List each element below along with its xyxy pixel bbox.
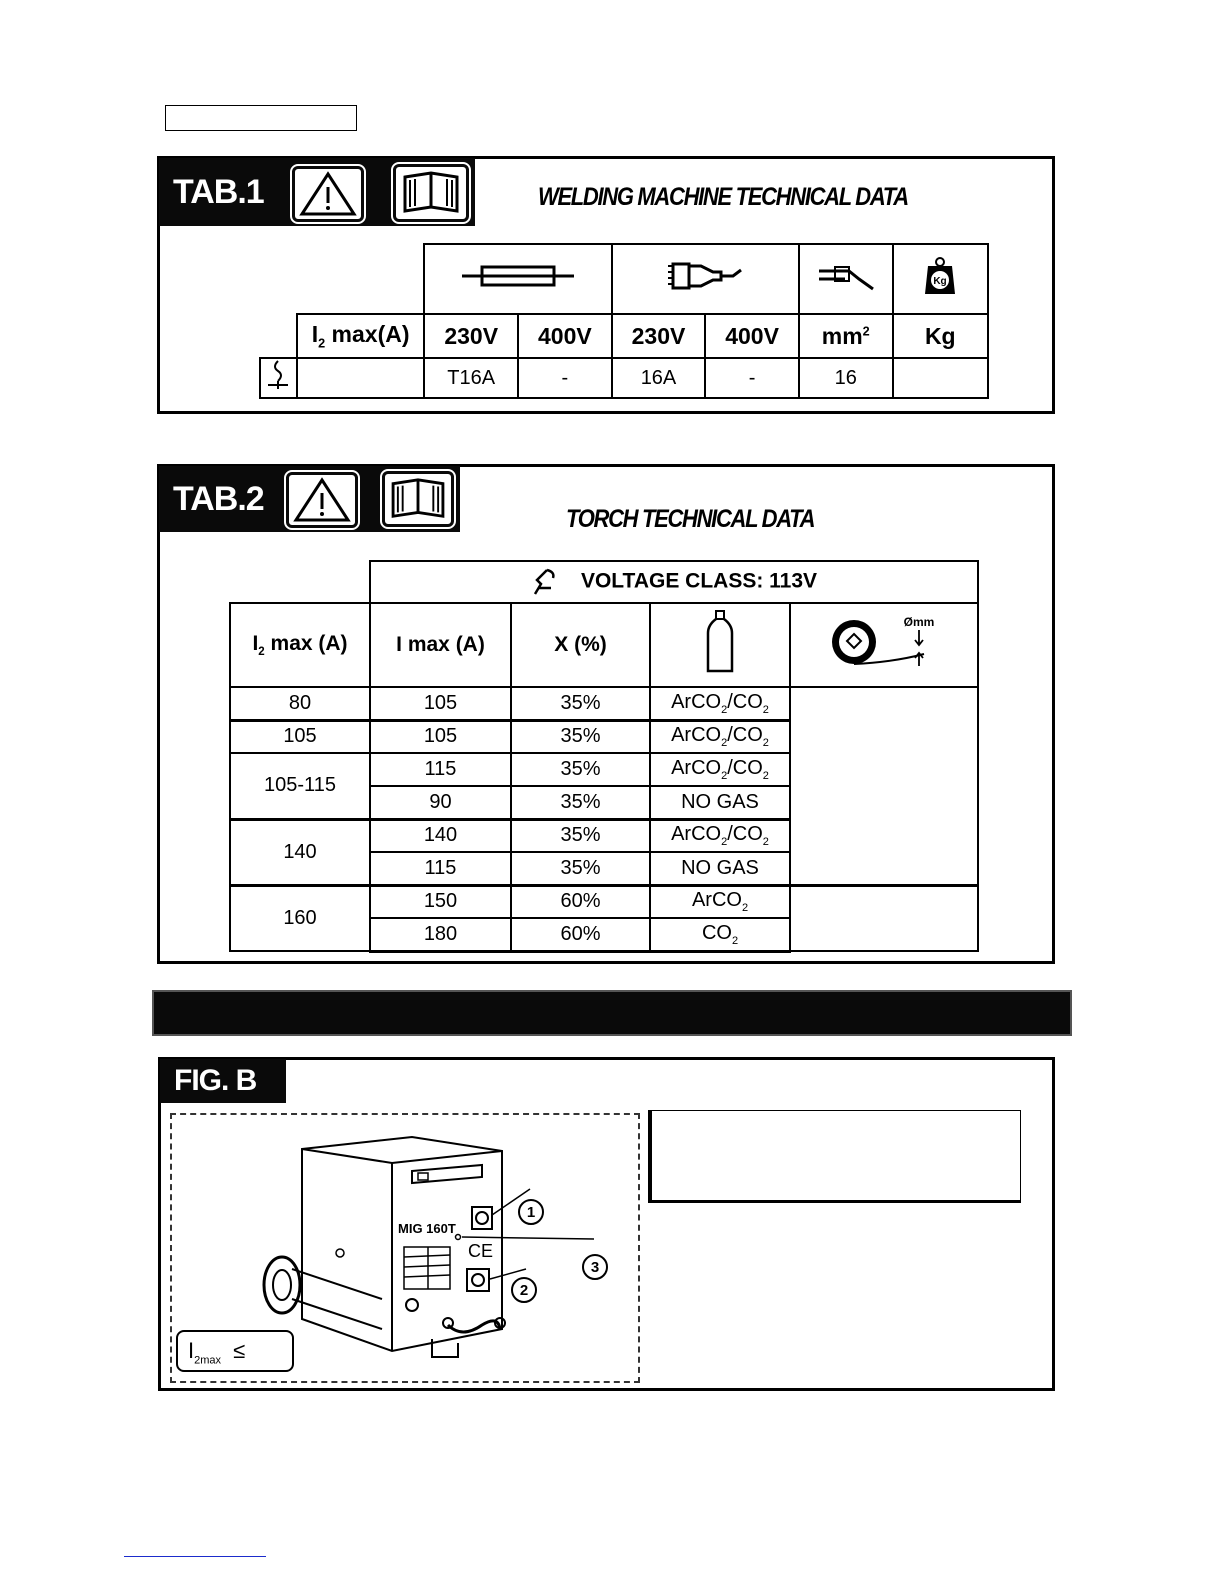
tab2-row1-imax: 105: [370, 687, 511, 720]
tab1-col-current: $I_2$ max(A): [297, 314, 425, 358]
tab2-row6-x: 35%: [511, 852, 650, 885]
tab2-row8-gas: $CO_2$: [650, 918, 790, 951]
voltage-class-cell: VOLTAGE CLASS: 113V: [370, 561, 978, 603]
tab2-row4-x: 35%: [511, 786, 650, 819]
tab2-row6-gas: NO GAS: [650, 852, 790, 885]
tab2-row5-imax: 140: [370, 819, 511, 852]
tab2-row1-x: 35%: [511, 687, 650, 720]
tab2-row7-x: 60%: [511, 885, 650, 918]
tab1-val-weight: [893, 358, 988, 398]
figb-dashed-area: [170, 1113, 640, 1383]
figb-header: [160, 1059, 286, 1103]
weight-icon-cell: [893, 244, 988, 314]
svg-text:Kg: Kg: [933, 276, 947, 287]
tab2-wire-cell-b: [790, 885, 978, 951]
wire-spool-icon: [824, 614, 944, 670]
tab1-table: [259, 243, 989, 399]
svg-text:MIG 160T: MIG 160T: [398, 1221, 456, 1236]
figb-frame: [158, 1057, 1055, 1391]
figb-label: FIG. B: [174, 1064, 257, 1097]
tab1-col-plug-400: 400V: [705, 314, 799, 358]
tab2-row3-x: 35%: [511, 753, 650, 786]
warning-icon: [286, 472, 358, 528]
tab2-row7-gas: ArCO$_2$: [650, 885, 790, 918]
welding-process-icon: [266, 359, 290, 391]
cable-icon-cell: [799, 244, 893, 314]
tab1-col-fuse-400: 400V: [518, 314, 612, 358]
manual-book-icon: [393, 164, 469, 222]
tab2-row8-x: 60%: [511, 918, 650, 951]
manual-book-icon: [382, 471, 454, 527]
tab2-row4-gas: NO GAS: [650, 786, 790, 819]
tab1-col-fuse-230: 230V: [424, 314, 518, 358]
top-blank-box: [165, 105, 357, 131]
callout-3: 3: [582, 1254, 608, 1280]
tab2-row4-imax: 90: [370, 786, 511, 819]
tab2-row3-gas: $ArCO_2/CO_2$: [650, 753, 790, 786]
torch-icon: [531, 566, 559, 598]
wire-spool-icon-cell: [790, 603, 978, 687]
tab2-table: [229, 560, 979, 953]
fuse-icon-cell: [424, 244, 611, 314]
callout-2: 2: [511, 1277, 537, 1303]
tab2-heading: TORCH TECHNICAL DATA: [566, 505, 815, 533]
tab2-frame: [157, 464, 1055, 964]
tab2-row1-i2: 80: [230, 687, 370, 720]
tab1-val-fuse-230: T16A: [424, 358, 518, 398]
svg-text:Ømm: Ømm: [903, 615, 935, 629]
tab2-row1-gas: $ArCO_2/CO_2$: [650, 687, 790, 720]
section-bar: [152, 990, 1072, 1036]
tab1-col-weight: Kg: [893, 314, 988, 358]
plug-icon: [665, 256, 745, 296]
tab2-row2-i2: 105: [230, 720, 370, 753]
tab2-row2-x: 35%: [511, 720, 650, 753]
tab1-val-cable: 16: [799, 358, 893, 398]
welding-machine-illustration: [262, 1129, 602, 1359]
tab2-row7-imax: 150: [370, 885, 511, 918]
tab2-row5-i2: 140: [230, 819, 370, 885]
tab2-row3-i2: 105-115: [230, 753, 370, 819]
tab1-val-plug-230: 16A: [612, 358, 706, 398]
weight-icon: [922, 256, 958, 296]
gas-cylinder-icon: [704, 609, 736, 675]
tab2-col-x: X (%): [511, 603, 650, 687]
tab2-row3-imax: 115: [370, 753, 511, 786]
footer-link-line: [124, 1556, 266, 1557]
tab2-row2-gas: $ArCO_2/CO_2$: [650, 720, 790, 753]
tab2-row7-i2: 160: [230, 885, 370, 951]
tab2-label: TAB.2: [173, 479, 264, 518]
fuse-icon: [458, 261, 578, 291]
i2max-box: $I_{2max}$ ≤: [176, 1330, 294, 1372]
tab1-frame: [157, 156, 1055, 414]
plug-icon-cell: [612, 244, 799, 314]
tab2-row6-imax: 115: [370, 852, 511, 885]
tab2-wire-cell-a: [790, 687, 978, 885]
tab1-heading: WELDING MACHINE TECHNICAL DATA: [538, 183, 908, 211]
tab1-col-plug-230: 230V: [612, 314, 706, 358]
tab2-row8-imax: 180: [370, 918, 511, 951]
callout-1: 1: [518, 1199, 544, 1225]
tab1-val-plug-400: -: [705, 358, 799, 398]
tab1-val-current: [297, 358, 425, 398]
svg-text:CE: CE: [468, 1241, 494, 1261]
tab1-val-fuse-400: -: [518, 358, 612, 398]
welding-process-icon-cell: [260, 358, 297, 398]
figb-info-box: [648, 1110, 1021, 1203]
tab2-row5-x: 35%: [511, 819, 650, 852]
tab2-col-imax: I max (A): [370, 603, 511, 687]
tab2-col-i2max: $I_2$ max (A): [230, 603, 370, 687]
tab1-col-cable: $mm^2$: [799, 314, 893, 358]
warning-icon: [292, 166, 364, 222]
cable-icon: [815, 261, 877, 291]
gas-cylinder-icon-cell: [650, 603, 790, 687]
tab2-row5-gas: $ArCO_2/CO_2$: [650, 819, 790, 852]
tab1-label: TAB.1: [173, 172, 264, 211]
tab2-row2-imax: 105: [370, 720, 511, 753]
